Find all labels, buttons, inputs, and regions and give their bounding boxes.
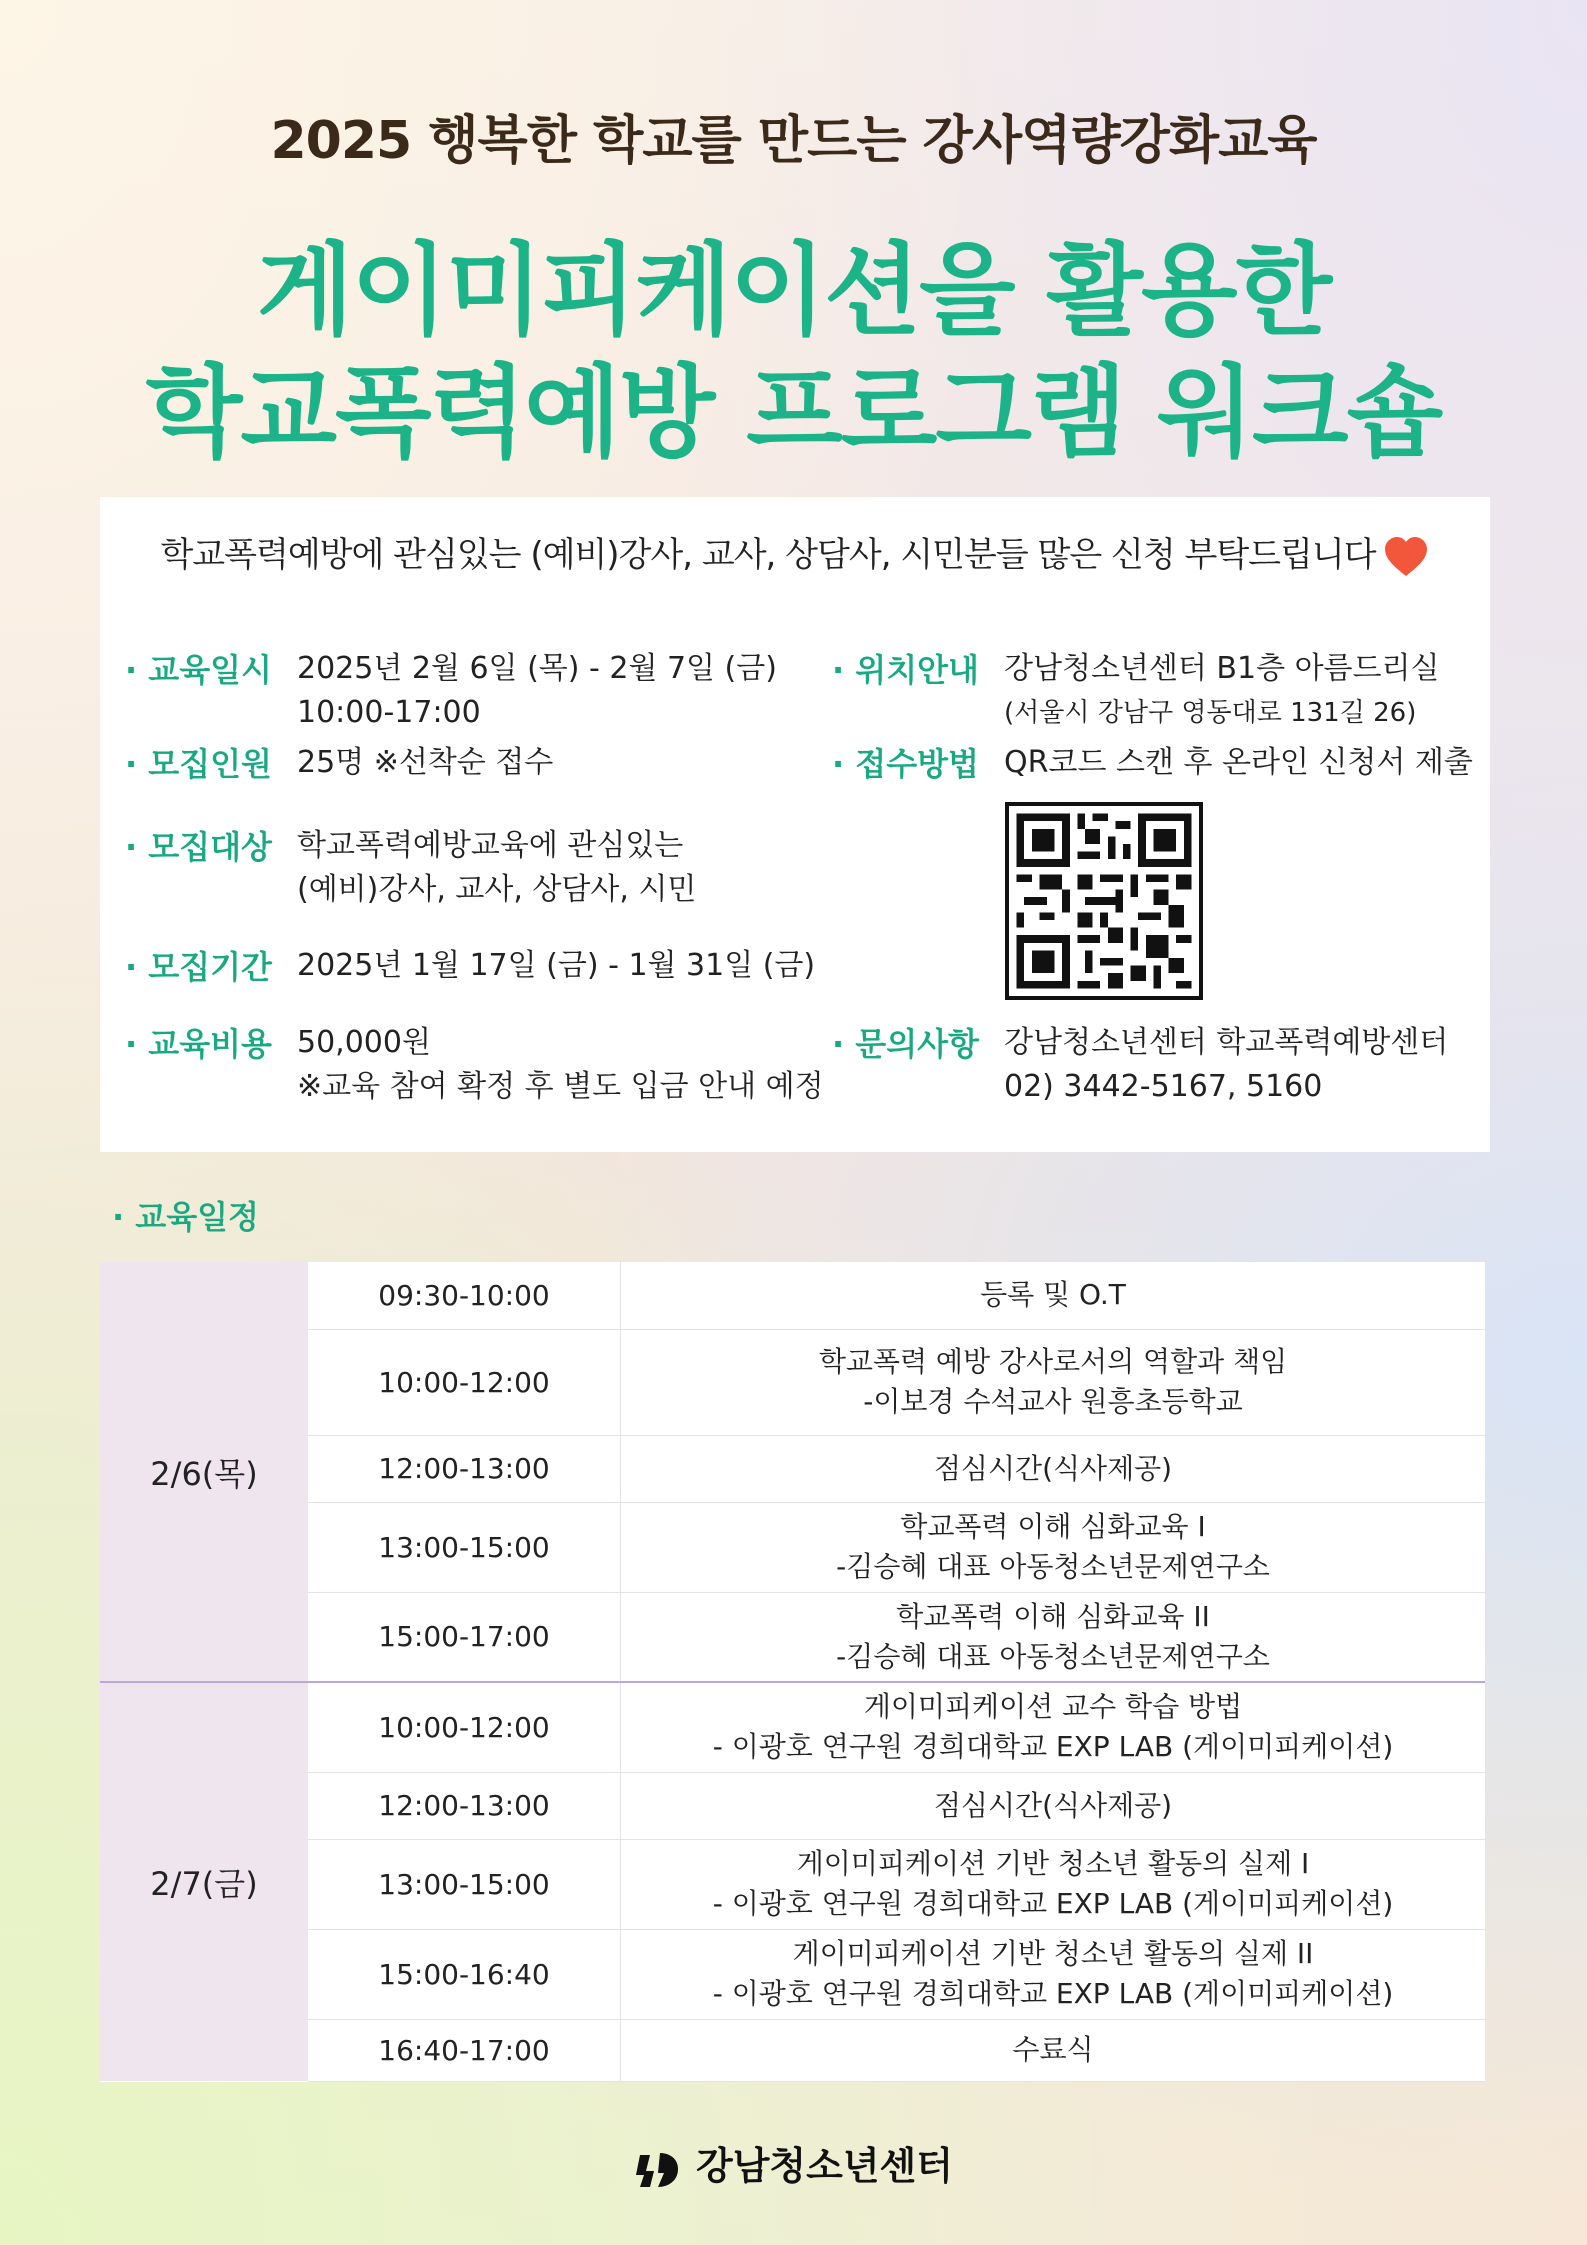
info-contact-label: · 문의사항 [832,1025,979,1063]
info-target-value-2: (예비)강사, 교사, 상담사, 시민 [297,872,697,907]
info-capacity-value: 25명 ※선착순 접수 [297,745,554,780]
schedule-time: 16:40-17:00 [308,2019,621,2081]
info-target-value-1: 학교폭력예방교육에 관심있는 [297,828,684,863]
info-fee-value: 50,000원 [297,1025,431,1060]
info-contact-org: 강남청소년센터 학교폭력예방센터 [1004,1025,1449,1060]
poster-subtitle: 2025 행복한 학교를 만드는 강사역량강화교육 [270,111,1317,171]
info-location-address: (서울시 강남구 영동대로 131길 26) [1004,698,1417,728]
schedule-time: 13:00-15:00 [308,1839,621,1929]
info-target-label: · 모집대상 [125,828,272,866]
info-apply-value: QR코드 스캔 후 온라인 신청서 제출 [1004,745,1473,780]
info-fee-note: ※교육 참여 확정 후 별도 입금 안내 예정 [297,1069,824,1104]
table-row [100,1839,1485,1929]
schedule-table [100,1262,1485,2082]
info-period-label: · 모집기간 [125,948,272,986]
table-row [100,1435,1485,1502]
schedule-desc: 점심시간(식사제공) [621,1772,1486,1839]
schedule-time: 09:30-10:00 [308,1262,621,1329]
schedule-time: 13:00-15:00 [308,1502,621,1592]
schedule-desc: 점심시간(식사제공) [621,1435,1486,1502]
schedule-desc: 학교폭력 이해 심화교육 I -김승혜 대표 아동청소년문제연구소 [621,1502,1486,1592]
table-row [100,1262,1485,1329]
info-intro-text: 학교폭력예방에 관심있는 (예비)강사, 교사, 상담사, 시민분들 많은 신청 부탁드립니다 [160,535,1376,575]
schedule-time: 12:00-13:00 [308,1772,621,1839]
schedule-desc: 수료식 [621,2019,1486,2081]
table-row [100,1929,1485,2019]
table-row [100,1502,1485,1592]
footer-org-name: 강남청소년센터 [696,2144,953,2188]
info-fee-label: · 교육비용 [125,1025,272,1063]
schedule-desc: 게이미피케이션 기반 청소년 활동의 실제 II - 이광호 연구원 경희대학교 EXP LAB (게이미피케이션) [621,1929,1486,2019]
info-contact-phone: 02) 3442-5167, 5160 [1004,1069,1323,1104]
info-period-value: 2025년 1월 17일 (금) - 1월 31일 (금) [297,948,816,983]
schedule-desc: 학교폭력 이해 심화교육 II -김승혜 대표 아동청소년문제연구소 [621,1592,1486,1682]
schedule-time: 15:00-16:40 [308,1929,621,2019]
info-date-label: · 교육일시 [125,651,272,689]
table-row [100,1772,1485,1839]
title-line-2: 학교폭력예방 프로그램 워크숍 [145,354,1442,471]
info-capacity-label: · 모집인원 [125,745,272,783]
schedule-time: 12:00-13:00 [308,1435,621,1502]
schedule-desc: 게이미피케이션 기반 청소년 활동의 실제 I - 이광호 연구원 경희대학교 EXP LAB (게이미피케이션) [621,1839,1486,1929]
schedule-desc: 등록 및 O.T [621,1262,1486,1329]
schedule-day-1: 2/6(목) [100,1262,308,1682]
table-row [100,1592,1485,1682]
info-intro [100,527,1490,581]
footer [0,2135,1587,2193]
table-row [100,2019,1485,2081]
org-logo-icon [634,2145,682,2193]
schedule-label: · 교육일정 [112,1198,259,1236]
qr-code-icon[interactable] [1005,802,1203,1000]
schedule-time: 10:00-12:00 [308,1329,621,1435]
info-date-value: 2025년 2월 6일 (목) - 2월 7일 (금) [297,651,777,686]
schedule-desc: 게이미피케이션 교수 학습 방법 - 이광호 연구원 경희대학교 EXP LAB (게이미피케이션) [621,1682,1486,1772]
info-apply-label: · 접수방법 [832,745,979,783]
heart-icon [1382,533,1430,581]
title-line-1: 게이미피케이션을 활용한 [256,232,1331,349]
schedule-day-2: 2/7(금) [100,1682,308,2081]
info-location-label: · 위치안내 [832,651,979,689]
schedule-time: 15:00-17:00 [308,1592,621,1682]
schedule-time: 10:00-12:00 [308,1682,621,1772]
poster-title [0,230,1587,474]
info-location-value: 강남청소년센터 B1층 아름드리실 [1004,651,1440,686]
table-row [100,1682,1485,1772]
info-card [100,497,1490,1152]
info-time-value: 10:00-17:00 [297,695,481,730]
schedule-desc: 학교폭력 예방 강사로서의 역할과 책임 -이보경 수석교사 원흥초등학교 [621,1329,1486,1435]
table-row [100,1329,1485,1435]
